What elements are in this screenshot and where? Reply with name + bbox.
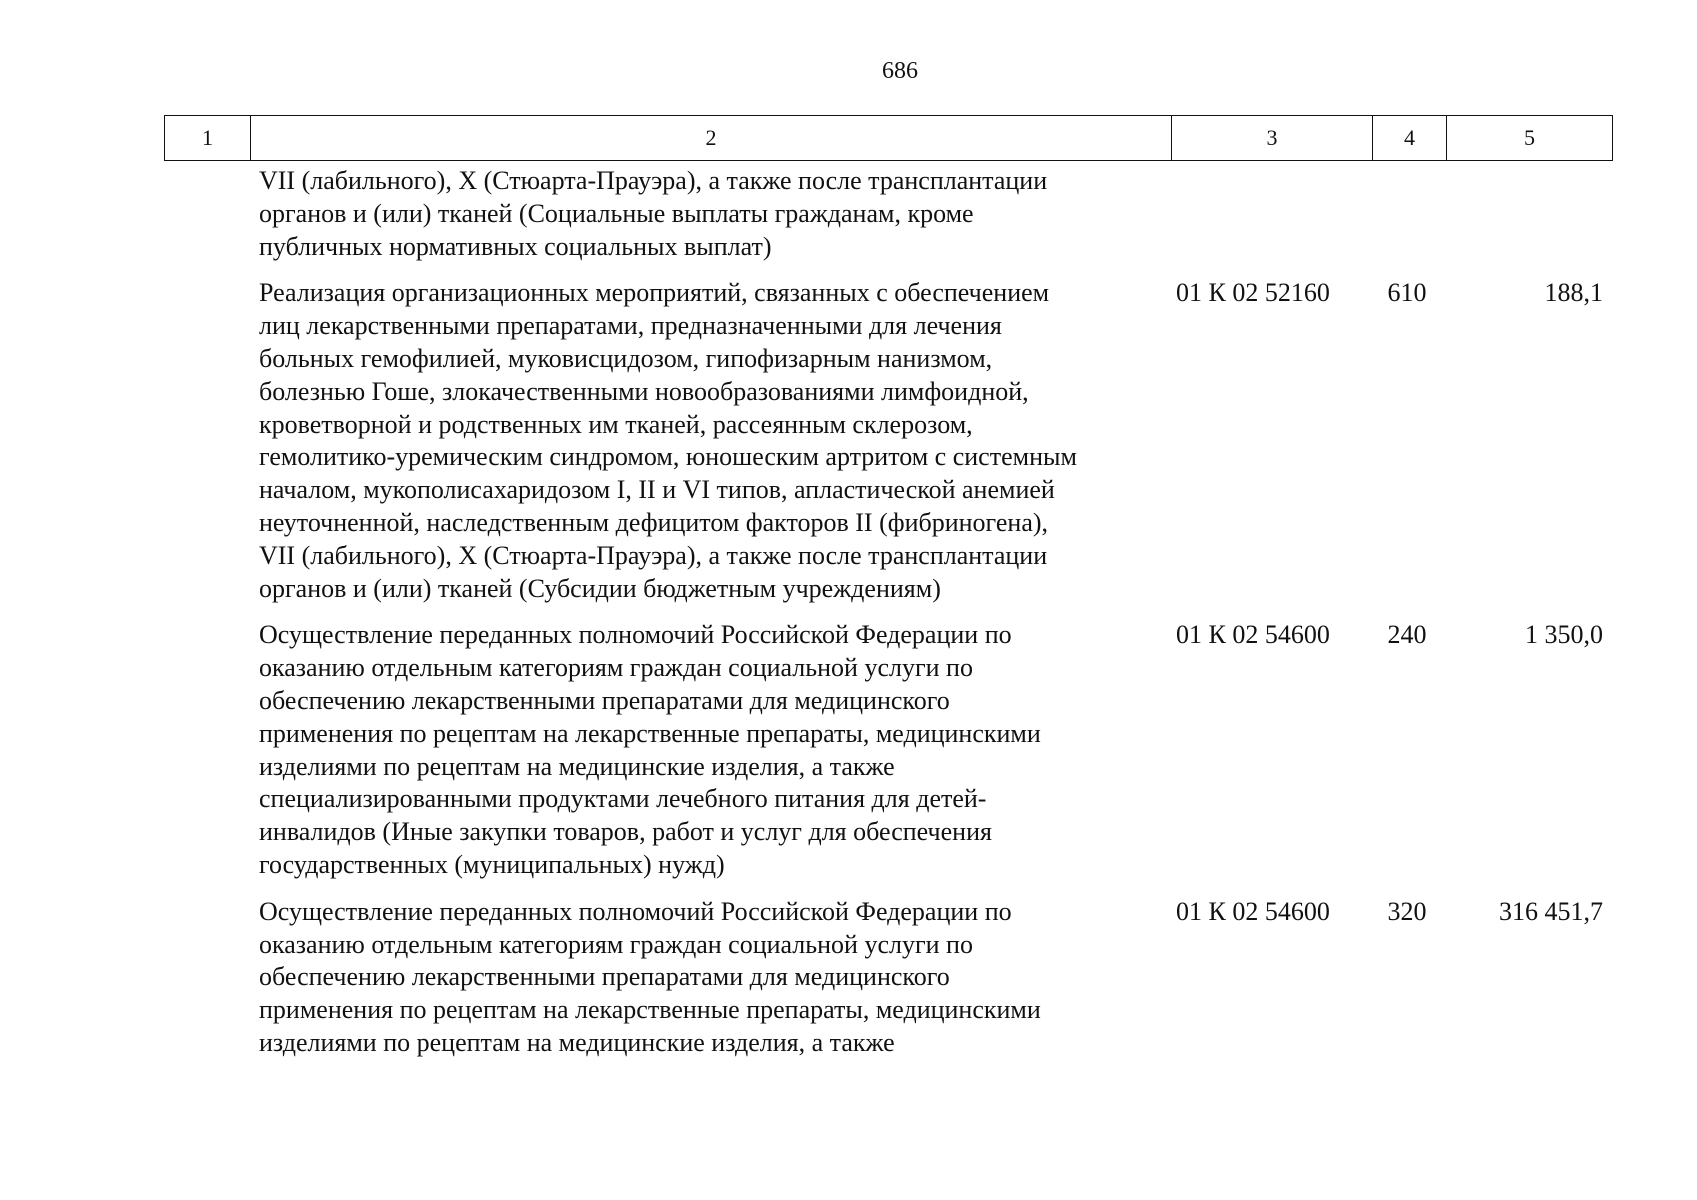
column-header-row — [165, 116, 1613, 161]
table-row — [0, 619, 1697, 881]
table-row — [0, 165, 1697, 263]
row-description: Реализация организационных мероприятий, связанных с обеспечением лиц лекарственными препаратами, предназначенными для лечения больных гемофилией, муковисцидозом, гипофизарным нанизмом, болезнью Гоше, злокачественными новообразованиями лимфоидной, кроветворной и родственных им тканей, рассеянным склерозом, гемолитико-уремическим синдромом, юношеским артритом с системным началом, мукополисахаридозом I, II и VI типов, апластической анемией неуточненной, наследственным дефицитом факторов II (фибриногена), VII (лабильного), X (Стюарта-Прауэра), а также после трансплантации органов и (или) тканей (Субсидии бюджетным учреждениям) — [259, 278, 1077, 603]
column-header-3: 3 — [1172, 116, 1373, 161]
row-amount: 188,1 — [1544, 278, 1603, 308]
row-code: 01 К 02 54600 — [1176, 896, 1330, 926]
column-header-2: 2 — [251, 116, 1172, 161]
row-code: 01 К 02 54600 — [1176, 620, 1330, 650]
row-description: VII (лабильного), X (Стюарта-Прауэра), а также после трансплантации органов и (или) тканей (Социальные выплаты гражданам, кроме публичных нормативных социальных выплат) — [259, 166, 1048, 261]
table-row — [0, 896, 1697, 1060]
row-amount: 1 350,0 — [1525, 620, 1603, 650]
column-header-table — [164, 115, 1613, 161]
row-description: Осуществление переданных полномочий Российской Федерации по оказанию отдельным категориям граждан социальной услуги по обеспечению лекарственными препаратами для медицинского применения по рецептам на лекарственные препараты, медицинскими изделиями по рецептам на медицинские изделия, а также — [259, 896, 1041, 1057]
row-expense-type: 240 — [1387, 620, 1427, 650]
row-amount: 316 451,7 — [1499, 896, 1603, 926]
row-code: 01 К 02 52160 — [1176, 278, 1330, 308]
row-expense-type: 610 — [1387, 278, 1427, 308]
column-header-4: 4 — [1373, 116, 1447, 161]
column-header-5: 5 — [1447, 116, 1613, 161]
row-expense-type: 320 — [1387, 896, 1427, 926]
row-description: Осуществление переданных полномочий Российской Федерации по оказанию отдельным категориям граждан социальной услуги по обеспечению лекарственными препаратами для медицинского применения по рецептам на лекарственные препараты, медицинскими изделиями по рецептам на медицинские изделия, а также специализированными продуктами лечебного питания для детей- инвалидов (Иные закупки товаров, работ и услуг для обеспечения государственных (муниципальных) нужд) — [259, 620, 1041, 879]
table-row — [0, 277, 1697, 605]
table-body — [0, 165, 1697, 1074]
page-number: 686 — [882, 58, 918, 84]
column-header-1: 1 — [165, 116, 251, 161]
